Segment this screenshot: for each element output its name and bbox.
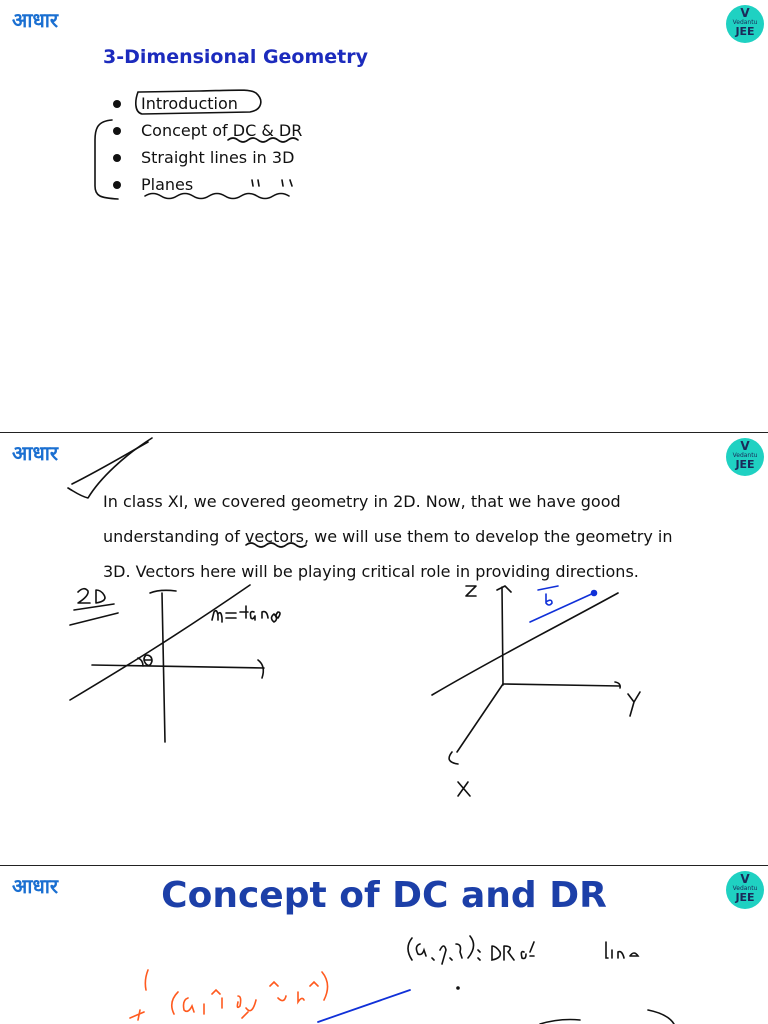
brand-logo-text: आधार <box>12 874 59 898</box>
paragraph-line: In class XI, we covered geometry in 2D. Now, that we have good <box>103 492 621 511</box>
topic-item: Introduction <box>110 90 302 117</box>
vedantu-jee-logo: V Vedantu JEE <box>726 438 764 476</box>
vedantu-jee-logo: V Vedantu JEE <box>726 871 764 909</box>
slide-title: Concept of DC and DR <box>161 875 607 916</box>
topic-item: Straight lines in 3D <box>110 144 302 171</box>
paragraph-line: understanding of vectors, we will use them to develop the geometry in <box>103 527 673 546</box>
topic-item: Concept of DC & DR <box>110 117 302 144</box>
vedantu-jee-logo: V Vedantu JEE <box>726 5 764 43</box>
paragraph-line: 3D. Vectors here will be playing critical role in providing directions. <box>103 562 639 581</box>
brand-logo-text: आधार <box>12 441 59 465</box>
dr-notation <box>408 936 638 964</box>
blue-line <box>318 990 410 1022</box>
vector-expression <box>130 970 328 1020</box>
topic-item: Planes <box>110 171 302 198</box>
slide-title: 3-Dimensional Geometry <box>103 46 369 68</box>
brand-logo-text: आधार <box>12 8 59 32</box>
